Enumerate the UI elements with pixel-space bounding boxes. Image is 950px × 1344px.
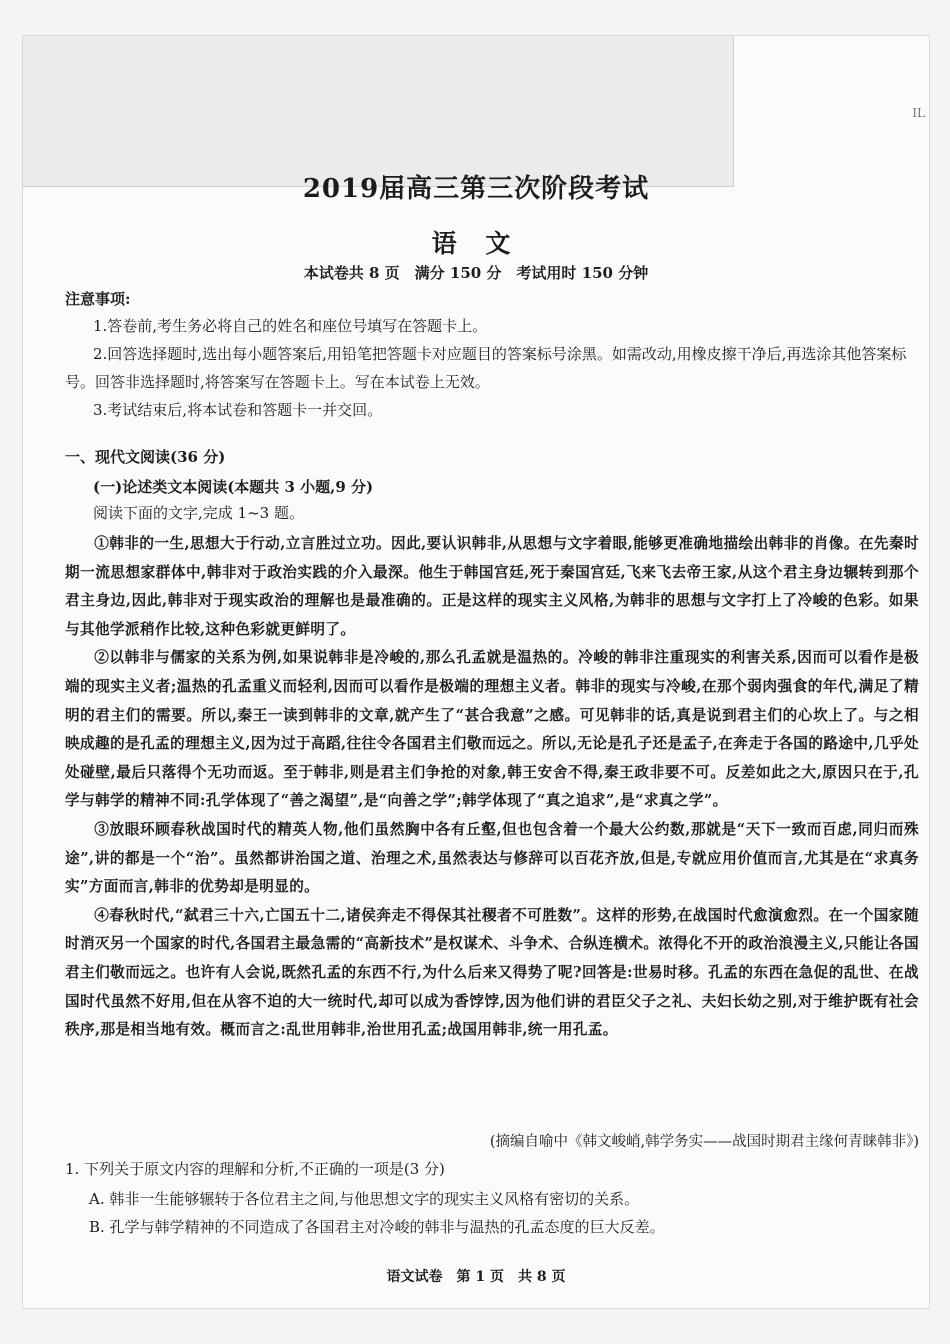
paragraph-1: ①韩非的一生,思想大于行动,立言胜过立功。因此,要认识韩非,从思想与文字着眼,能够更准确地描绘出韩非的肖像。在先秦时期一流思想家群体中,韩非对于政治实践的介入最深。他生于韩国宫廷,死于秦国宫廷,飞来飞去帝王家,从这个君主身边辗转到那个君主身边,因此,韩非对于现实政治的理解也是最准确的。正是这样的现实主义风格,为韩非的思想与文字打上了冷峻的色彩。如果与其他学派稍作比较,这种色彩就更鲜明了。 — [65, 535, 919, 638]
paragraph-4: ④春秋时代,“弑君三十六,亡国五十二,诸侯奔走不得保其社稷者不可胜数”。这样的形势,在战国时代愈演愈烈。在一个国家随时消灭另一个国家的时代,各国君主最急需的“高新技术”是权谋术、斗争术、合纵连横术。浓得化不开的政治浪漫主义,只能让各国君主们敬而远之。也许有人会说,既然孔孟的东西不行,为什么后来又得势了呢?回答是:世易时移。孔孟的东西在急促的乱世、在战国时代虽然不好用,但在从容不迫的大一统时代,却可以成为香饽饽,因为他们讲的君臣父子之礼、夫妇长幼之别,对于维护既有社会秩序,那是相当地有效。概而言之:乱世用韩非,治世用孔孟;战国用韩非,统一用孔孟。 — [65, 906, 919, 1039]
passage-source: (摘编自喻中《韩文峻峭,韩学务实——战国时期君主缘何青睐韩非》) — [489, 1134, 919, 1150]
notice-item-2 — [65, 340, 915, 396]
notice-item-3 — [65, 396, 915, 424]
header-overlay — [23, 36, 734, 187]
paragraph-3: ③放眼环顾春秋战国时代的精英人物,他们虽然胸中各有丘壑,但也包含着一个最大公约数,那就是“天下一致而百虑,同归而殊途”,讲的都是一个“治”。虽然都讲治国之道、治理之术,虽然表达与修辞可以百花齐放,但是,专就应用价值而言,尤其是在“求真务实”方面而言,韩非的优势却是明显的。 — [65, 820, 919, 896]
subject-title: 语 文 — [431, 229, 521, 258]
notice-text-2: 2.回答选择题时,选出每小题答案后,用铅笔把答题卡对应题目的答案标号涂黑。如需改动,用橡皮擦干净后,再选涂其他答案标号。回答非选择题时,将答案写在答题卡上。写在本试卷上无效。 — [65, 345, 907, 391]
exam-title: 2019届高三第三次阶段考试 — [302, 174, 650, 204]
question-1-option-b: B. 孔学与韩学精神的不同造成了各国君主对冷峻的韩非与温热的孔孟态度的巨大反差。 — [89, 1218, 665, 1236]
notice-item-1 — [65, 312, 915, 340]
notice-heading: 注意事项: — [65, 290, 131, 308]
exam-info: 本试卷共 8 页 满分 150 分 考试用时 150 分钟 — [303, 264, 649, 282]
margin-mark: IL — [912, 106, 925, 120]
subsection-heading: (一)论述类文本阅读(本题共 3 小题,9 分) — [93, 478, 374, 496]
reading-passage — [65, 530, 919, 1045]
notice-text-1: 1.答卷前,考生务必将自己的姓名和座位号填写在答题卡上。 — [93, 317, 488, 335]
exam-page — [22, 35, 930, 1309]
page-footer: 语文试卷 第 1 页 共 8 页 — [386, 1269, 566, 1285]
paragraph-2: ②以韩非与儒家的关系为例,如果说韩非是冷峻的,那么孔孟就是温热的。冷峻的韩非注重现实的利害关系,因而可以看作是极端的现实主义者;温热的孔孟重义而轻利,因而可以看作是极端的理想主义者。韩非的现实与冷峻,在那个弱肉强食的年代,满足了精明的君主们的需要。所以,秦王一读到韩非的文章,就产生了“甚合我意”之感。可见韩非的话,真是说到君主们的心坎上了。与之相映成趣的是孔孟的理想主义,因为过于高蹈,往往令各国君主们敬而远之。所以,无论是孔子还是孟子,在奔走于各国的路途中,几乎处处碰壁,最后只落得个无功而返。至于韩非,则是君主们争抢的对象,韩王安舍不得,秦王政非要不可。反差如此之大,原因只在于,孔学与韩学的精神不同:孔学体现了“善之渴望”,是“向善之学”;韩学体现了“真之追求”,是“求真之学”。 — [65, 649, 919, 810]
notice-text-3: 3.考试结束后,将本试卷和答题卡一并交回。 — [93, 401, 383, 419]
question-1-option-a: A. 韩非一生能够辗转于各位君主之间,与他思想文字的现实主义风格有密切的关系。 — [89, 1190, 640, 1208]
reading-instruction: 阅读下面的文字,完成 1~3 题。 — [93, 504, 304, 522]
question-1-stem: 1. 下列关于原文内容的理解和分析,不正确的一项是(3 分) — [65, 1160, 445, 1178]
section-heading: 一、现代文阅读(36 分) — [65, 448, 226, 466]
